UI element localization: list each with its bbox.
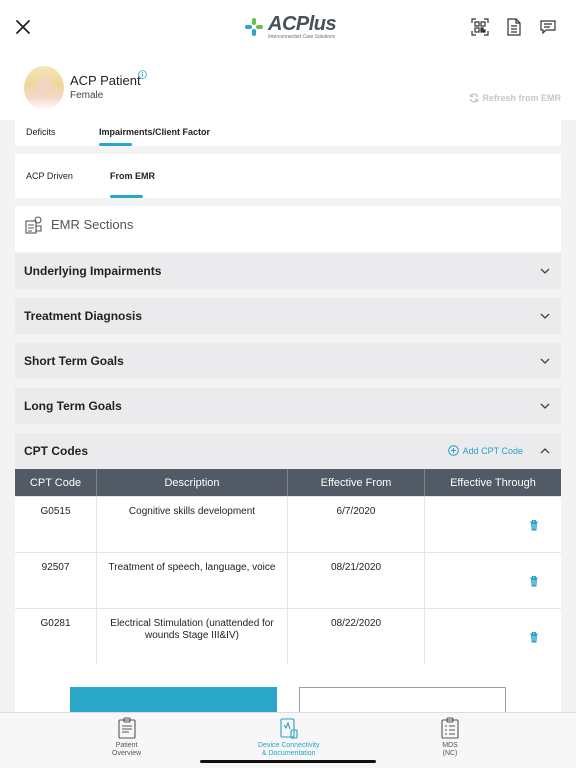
logo-subtitle: Interconnected Care Solutions	[268, 34, 336, 40]
chevron-down-icon	[539, 400, 551, 412]
section-short-term-goals[interactable]	[15, 343, 561, 379]
cpt-table	[15, 469, 561, 665]
trash-icon[interactable]	[529, 631, 539, 643]
active-subtab-indicator	[110, 195, 143, 198]
table-row	[15, 552, 561, 608]
section-title: Long Term Goals	[24, 399, 122, 413]
description-cell: Electrical Stimulation (unattended for wounds Stage III&IV)	[97, 609, 288, 664]
messages-button[interactable]	[538, 16, 558, 38]
tab-from-emr[interactable]: From EMR	[110, 171, 155, 181]
patient-sex: Female	[70, 90, 104, 101]
column-header: Effective From	[288, 469, 425, 496]
nav-label: Device Connectivity	[258, 742, 320, 749]
chevron-down-icon	[539, 265, 551, 277]
chat-icon	[540, 19, 556, 35]
trash-icon[interactable]	[529, 519, 539, 531]
effective-through-cell	[425, 609, 561, 664]
add-cpt-code-button[interactable]	[448, 445, 523, 456]
cpt-code-cell: G0281	[15, 609, 97, 664]
section-treatment-diagnosis[interactable]	[15, 298, 561, 334]
close-button[interactable]	[12, 16, 34, 38]
refresh-label: Refresh from EMR	[482, 93, 561, 103]
refresh-icon	[469, 93, 479, 103]
clipboard-icon	[117, 717, 137, 739]
action-area	[15, 665, 561, 713]
primary-tabs	[15, 120, 561, 146]
emr-sections-card	[15, 206, 561, 252]
qr-code-icon	[471, 18, 489, 36]
tab-impairments[interactable]: Impairments/Client Factor	[99, 127, 211, 137]
emr-sections-title: EMR Sections	[51, 217, 134, 232]
cpt-code-cell: 92507	[15, 553, 97, 608]
section-title: CPT Codes	[24, 444, 89, 458]
app-logo	[244, 14, 336, 40]
table-row	[15, 608, 561, 664]
nav-label: (NC)	[442, 750, 458, 758]
refresh-from-emr-button[interactable]	[469, 93, 561, 103]
logo-text: ACPlus	[268, 13, 337, 35]
effective-from-cell: 6/7/2020	[288, 497, 425, 552]
nav-mds[interactable]	[440, 717, 460, 759]
section-long-term-goals[interactable]	[15, 388, 561, 424]
section-cpt-codes[interactable]	[15, 433, 561, 469]
section-title: Underlying Impairments	[24, 264, 162, 278]
patient-name: ACP Patient	[70, 73, 141, 88]
tab-acp-driven[interactable]: ACP Driven	[26, 171, 73, 181]
column-header: CPT Code	[15, 469, 97, 496]
avatar	[24, 66, 64, 110]
chevron-up-icon	[539, 445, 551, 457]
table-header	[15, 469, 561, 496]
chevron-down-icon	[539, 310, 551, 322]
nav-patient-overview[interactable]	[112, 717, 141, 759]
logo-cross-icon	[244, 17, 264, 37]
nav-label: & Documentation	[261, 750, 316, 758]
cpt-code-cell: G0515	[15, 497, 97, 552]
section-title: Short Term Goals	[24, 354, 124, 368]
active-tab-indicator	[99, 143, 132, 146]
home-indicator	[200, 760, 376, 763]
chevron-down-icon	[539, 355, 551, 367]
add-circle-icon	[448, 445, 459, 456]
secondary-action-button[interactable]	[299, 687, 506, 713]
nav-label: Patient	[115, 742, 138, 749]
section-underlying-impairments[interactable]	[15, 253, 561, 289]
description-cell: Treatment of speech, language, voice	[97, 553, 288, 608]
effective-from-cell: 08/22/2020	[288, 609, 425, 664]
nav-device-connectivity[interactable]	[258, 717, 319, 759]
nav-label: MDS	[442, 742, 458, 749]
patient-header	[0, 56, 576, 120]
document-button[interactable]	[504, 16, 524, 38]
info-icon[interactable]	[138, 70, 147, 79]
primary-action-button[interactable]	[70, 687, 277, 713]
document-icon	[507, 18, 521, 36]
device-document-icon	[279, 717, 299, 739]
checklist-icon	[440, 717, 460, 739]
close-icon	[16, 20, 30, 34]
section-title: Treatment Diagnosis	[24, 309, 143, 323]
column-header: Description	[97, 469, 288, 496]
effective-through-cell	[425, 553, 561, 608]
secondary-tabs	[15, 154, 561, 198]
tab-deficits[interactable]: Deficits	[26, 127, 56, 137]
column-header: Effective Through	[450, 476, 536, 489]
effective-through-cell	[425, 497, 561, 552]
add-cpt-label: Add CPT Code	[462, 445, 523, 456]
description-cell: Cognitive skills development	[97, 497, 288, 552]
medical-records-icon	[25, 216, 43, 234]
qr-scan-button[interactable]	[470, 16, 490, 38]
nav-label: Overview	[112, 750, 142, 758]
effective-from-cell: 08/21/2020	[288, 553, 425, 608]
top-bar	[0, 0, 576, 56]
trash-icon[interactable]	[529, 575, 539, 587]
table-row	[15, 496, 561, 552]
